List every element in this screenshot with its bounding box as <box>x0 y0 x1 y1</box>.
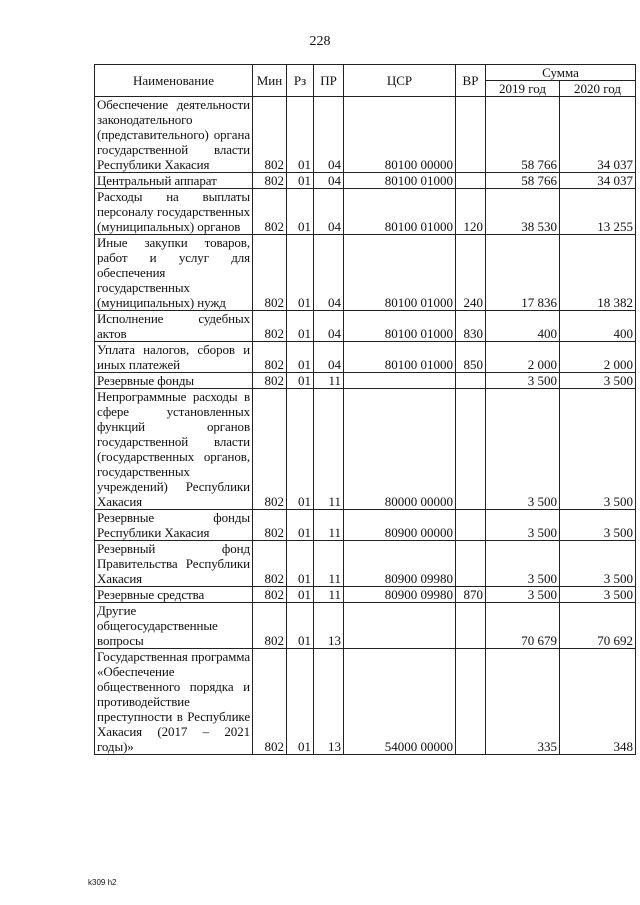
cell-vr <box>456 389 486 510</box>
cell-rz: 01 <box>287 510 314 541</box>
cell-pr: 04 <box>314 97 344 173</box>
cell-rz: 01 <box>287 603 314 649</box>
cell-name: Обеспечение деятельности законодательного (представительного) органа государственной власти Республики Хакасия <box>95 97 253 173</box>
cell-y2019: 3 500 <box>486 510 560 541</box>
cell-y2020: 18 382 <box>560 235 636 311</box>
cell-min: 802 <box>253 311 287 342</box>
cell-y2019: 2 000 <box>486 342 560 373</box>
header-min: Мин <box>253 65 287 97</box>
cell-name: Непрограммные расходы в сфере установленных функций органов государственной власти (государственных органов, государственных учреждений) Республики Хакасия <box>95 389 253 510</box>
table-row <box>95 587 636 603</box>
cell-vr: 240 <box>456 235 486 311</box>
cell-vr <box>456 541 486 587</box>
cell-vr: 830 <box>456 311 486 342</box>
header-csr: ЦСР <box>344 65 456 97</box>
cell-pr: 11 <box>314 541 344 587</box>
cell-rz: 01 <box>287 235 314 311</box>
cell-y2019: 70 679 <box>486 603 560 649</box>
cell-y2020: 13 255 <box>560 189 636 235</box>
cell-name: Резервные фонды Республики Хакасия <box>95 510 253 541</box>
cell-csr: 80100 01000 <box>344 189 456 235</box>
cell-min: 802 <box>253 649 287 755</box>
cell-pr: 11 <box>314 587 344 603</box>
cell-y2020: 400 <box>560 311 636 342</box>
cell-csr: 80100 01000 <box>344 235 456 311</box>
cell-name: Другие общегосударственные вопросы <box>95 603 253 649</box>
cell-y2019: 3 500 <box>486 541 560 587</box>
table-row <box>95 311 636 342</box>
cell-vr <box>456 649 486 755</box>
cell-y2019: 17 836 <box>486 235 560 311</box>
table-row <box>95 541 636 587</box>
cell-rz: 01 <box>287 389 314 510</box>
cell-rz: 01 <box>287 649 314 755</box>
cell-y2020: 3 500 <box>560 510 636 541</box>
cell-rz: 01 <box>287 311 314 342</box>
cell-csr: 80900 00000 <box>344 510 456 541</box>
cell-name: Резервные фонды <box>95 373 253 389</box>
table-row <box>95 97 636 173</box>
cell-pr: 04 <box>314 311 344 342</box>
cell-vr: 870 <box>456 587 486 603</box>
cell-name: Иные закупки товаров, работ и услуг для обеспечения государственных (муниципальных) нужд <box>95 235 253 311</box>
cell-y2020: 3 500 <box>560 541 636 587</box>
cell-rz: 01 <box>287 373 314 389</box>
cell-pr: 13 <box>314 603 344 649</box>
cell-rz: 01 <box>287 189 314 235</box>
cell-y2020: 70 692 <box>560 603 636 649</box>
cell-rz: 01 <box>287 97 314 173</box>
cell-rz: 01 <box>287 173 314 189</box>
cell-min: 802 <box>253 603 287 649</box>
cell-vr <box>456 173 486 189</box>
cell-y2019: 38 530 <box>486 189 560 235</box>
cell-pr: 11 <box>314 373 344 389</box>
cell-rz: 01 <box>287 342 314 373</box>
header-year-2020: 2020 год <box>560 81 636 97</box>
cell-vr <box>456 510 486 541</box>
cell-min: 802 <box>253 541 287 587</box>
cell-pr: 04 <box>314 173 344 189</box>
cell-pr: 11 <box>314 389 344 510</box>
table-row <box>95 649 636 755</box>
cell-csr: 80900 09980 <box>344 541 456 587</box>
cell-min: 802 <box>253 173 287 189</box>
cell-y2019: 3 500 <box>486 587 560 603</box>
cell-vr: 120 <box>456 189 486 235</box>
cell-name: Центральный аппарат <box>95 173 253 189</box>
header-vr: ВР <box>456 65 486 97</box>
table-row <box>95 235 636 311</box>
cell-min: 802 <box>253 510 287 541</box>
cell-csr: 80100 01000 <box>344 173 456 189</box>
cell-csr: 80000 00000 <box>344 389 456 510</box>
table-row <box>95 603 636 649</box>
cell-min: 802 <box>253 342 287 373</box>
cell-y2020: 348 <box>560 649 636 755</box>
cell-csr <box>344 373 456 389</box>
cell-csr: 80100 00000 <box>344 97 456 173</box>
cell-min: 802 <box>253 389 287 510</box>
footer-code: k309 h2 <box>88 878 117 887</box>
cell-y2020: 34 037 <box>560 97 636 173</box>
cell-y2019: 3 500 <box>486 389 560 510</box>
cell-y2019: 400 <box>486 311 560 342</box>
header-name: Наименование <box>95 65 253 97</box>
cell-vr: 850 <box>456 342 486 373</box>
table-row <box>95 373 636 389</box>
header-sum: Сумма <box>486 65 636 81</box>
cell-pr: 04 <box>314 235 344 311</box>
cell-csr <box>344 603 456 649</box>
cell-y2019: 58 766 <box>486 97 560 173</box>
cell-csr: 80100 01000 <box>344 311 456 342</box>
cell-name: Уплата налогов, сборов и иных платежей <box>95 342 253 373</box>
cell-rz: 01 <box>287 541 314 587</box>
cell-min: 802 <box>253 235 287 311</box>
table-row <box>95 173 636 189</box>
cell-rz: 01 <box>287 587 314 603</box>
cell-y2020: 2 000 <box>560 342 636 373</box>
cell-y2019: 3 500 <box>486 373 560 389</box>
cell-min: 802 <box>253 189 287 235</box>
cell-min: 802 <box>253 587 287 603</box>
page-number: 228 <box>309 34 331 49</box>
cell-y2019: 58 766 <box>486 173 560 189</box>
cell-csr: 80100 01000 <box>344 342 456 373</box>
header-pr: ПР <box>314 65 344 97</box>
cell-y2019: 335 <box>486 649 560 755</box>
cell-name: Расходы на выплаты персоналу государственных (муниципальных) органов <box>95 189 253 235</box>
cell-y2020: 3 500 <box>560 373 636 389</box>
cell-name: Резервные средства <box>95 587 253 603</box>
cell-csr: 54000 00000 <box>344 649 456 755</box>
cell-pr: 04 <box>314 342 344 373</box>
cell-name: Государственная программа «Обеспечение общественного порядка и противодействие преступности в Республике Хакасия (2017 – 2021 годы)» <box>95 649 253 755</box>
table-row <box>95 510 636 541</box>
budget-table <box>94 64 636 755</box>
table-row <box>95 342 636 373</box>
cell-y2020: 3 500 <box>560 587 636 603</box>
table-row <box>95 189 636 235</box>
cell-pr: 13 <box>314 649 344 755</box>
cell-csr: 80900 09980 <box>344 587 456 603</box>
cell-vr <box>456 373 486 389</box>
table-row <box>95 389 636 510</box>
cell-name: Исполнение судебных актов <box>95 311 253 342</box>
cell-pr: 04 <box>314 189 344 235</box>
header-year-2019: 2019 год <box>486 81 560 97</box>
cell-min: 802 <box>253 97 287 173</box>
cell-vr <box>456 603 486 649</box>
header-rz: Рз <box>287 65 314 97</box>
cell-pr: 11 <box>314 510 344 541</box>
cell-y2020: 3 500 <box>560 389 636 510</box>
cell-y2020: 34 037 <box>560 173 636 189</box>
cell-name: Резервный фонд Правительства Республики Хакасия <box>95 541 253 587</box>
cell-min: 802 <box>253 373 287 389</box>
cell-vr <box>456 97 486 173</box>
